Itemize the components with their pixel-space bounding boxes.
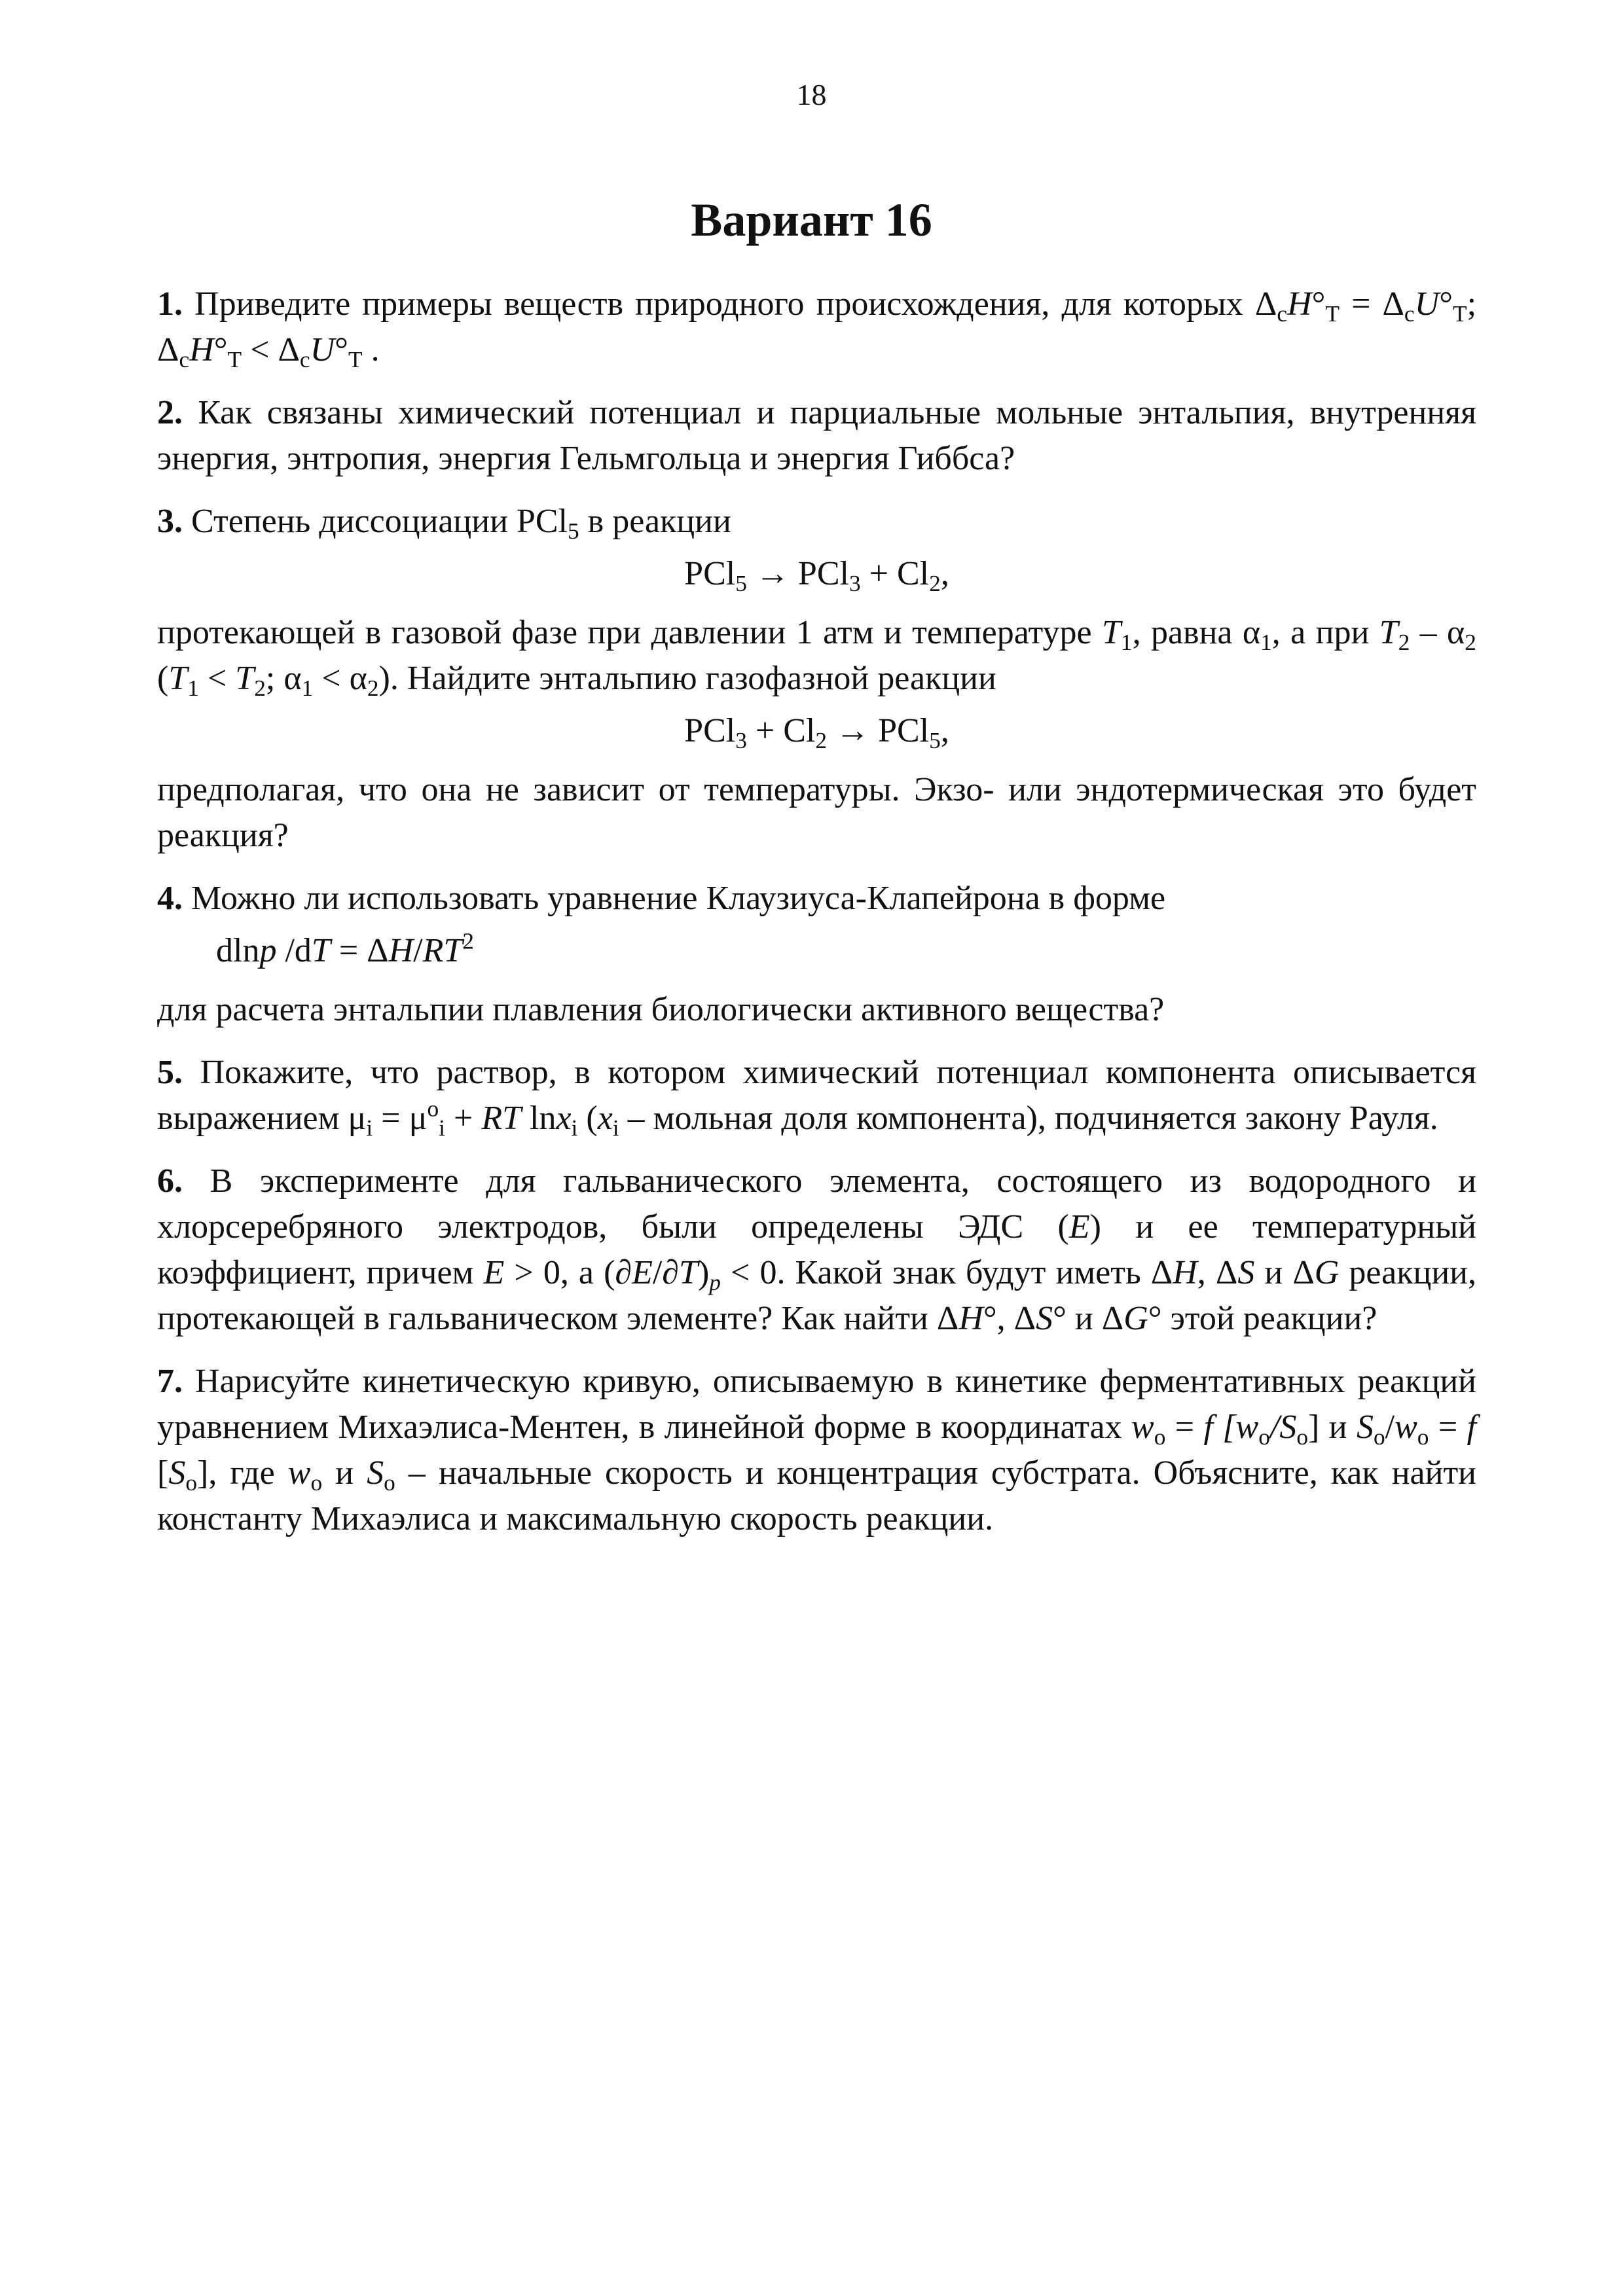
question-3 (157, 499, 1476, 859)
questions-list (157, 281, 1476, 1559)
reaction-equation-1: $PCl_5 \to PCl_3 + Cl_2$, (684, 555, 949, 596)
question-text: 4. Можно ли использовать уравнение Клаузиуса-Клапейрона в форме (157, 880, 1166, 917)
question-number: 1. (157, 285, 183, 323)
question-text: 3. Степень диссоциации PCl$_5$ в реакции (157, 503, 731, 544)
question-number: 2. (157, 394, 183, 431)
question-text: Приведите примеры веществ природного происхождения, для которых (194, 285, 1243, 323)
question-text: Как связаны химический потенциал и парциальные мольные энтальпия, внутренняя энергия, энтропия, энергия Гельмгольца и энергия Гиббса? (157, 394, 1476, 477)
page-number: 18 (796, 78, 827, 111)
question-text: протекающей в газовой фазе при давлении 1 атм и температуре $T_1$, равна $\alpha_1$, а при $T_2 - \alpha_2$ ($T_1 < T_2$; $\alpha_1 < \alpha_2$). Найдите энтальпию газофазной реакции (157, 614, 1476, 701)
question-text: для расчета энтальпии плавления биологически активного вещества? (157, 991, 1165, 1028)
question-4 (157, 876, 1476, 1033)
question-6: 6. В эксперименте для гальванического элемента, состоящего из водородного и хлорсеребряного электродов, были определены ЭДС (E) и ее температурный коэффициент, причем E > 0, а $(\partial E/\partial T)_p < 0$. Какой знак будут иметь ΔH, ΔS и ΔG реакции, протекающей в гальваническом элементе? Как найти ΔH°, ΔS° и ΔG° этой реакции? (157, 1162, 1477, 1337)
question-2 (157, 390, 1476, 482)
clausius-clapeyron-equation: dlnp $/dT = \Delta H/RT^2$ (216, 927, 474, 969)
question-text: предполагая, что она не зависит от температуры. Экзо- или эндотермическая это будет реакция? (157, 771, 1476, 854)
question-1 (157, 281, 1476, 373)
reaction-equation-2: $PCl_3 + Cl_2 \to PCl_5$, (684, 712, 949, 753)
question-5: 5. Покажите, что раствор, в котором химический потенциал компонента описывается выражением $\mu_i = \mu^o_i$ + RT lnx$_i$ ($x_i$ – мольная доля компонента), подчиняется закону Рауля. (157, 1054, 1477, 1141)
page-title: Вариант 16 (691, 194, 932, 246)
formula: $\Delta_cH^\circ_Т = \Delta_cU^\circ_Т$; $\Delta_cH^\circ_Т < \Delta_cU^\circ_Т$ . (157, 285, 1477, 372)
question-7: 7. Нарисуйте кинетическую кривую, описываемую в кинетике ферментативных реакций уравнением Михаэлиса-Ментен, в линейной форме в координатах $w_o = f$ $[w_o/S_o]$ и $S_o/w_o = f$ $[S_o]$, где $w_o$ и $S_o$ – начальные скорость и концентрация субстрата. Объясните, как найти константу Михаэлиса и максимальную скорость реакции. (157, 1363, 1477, 1537)
